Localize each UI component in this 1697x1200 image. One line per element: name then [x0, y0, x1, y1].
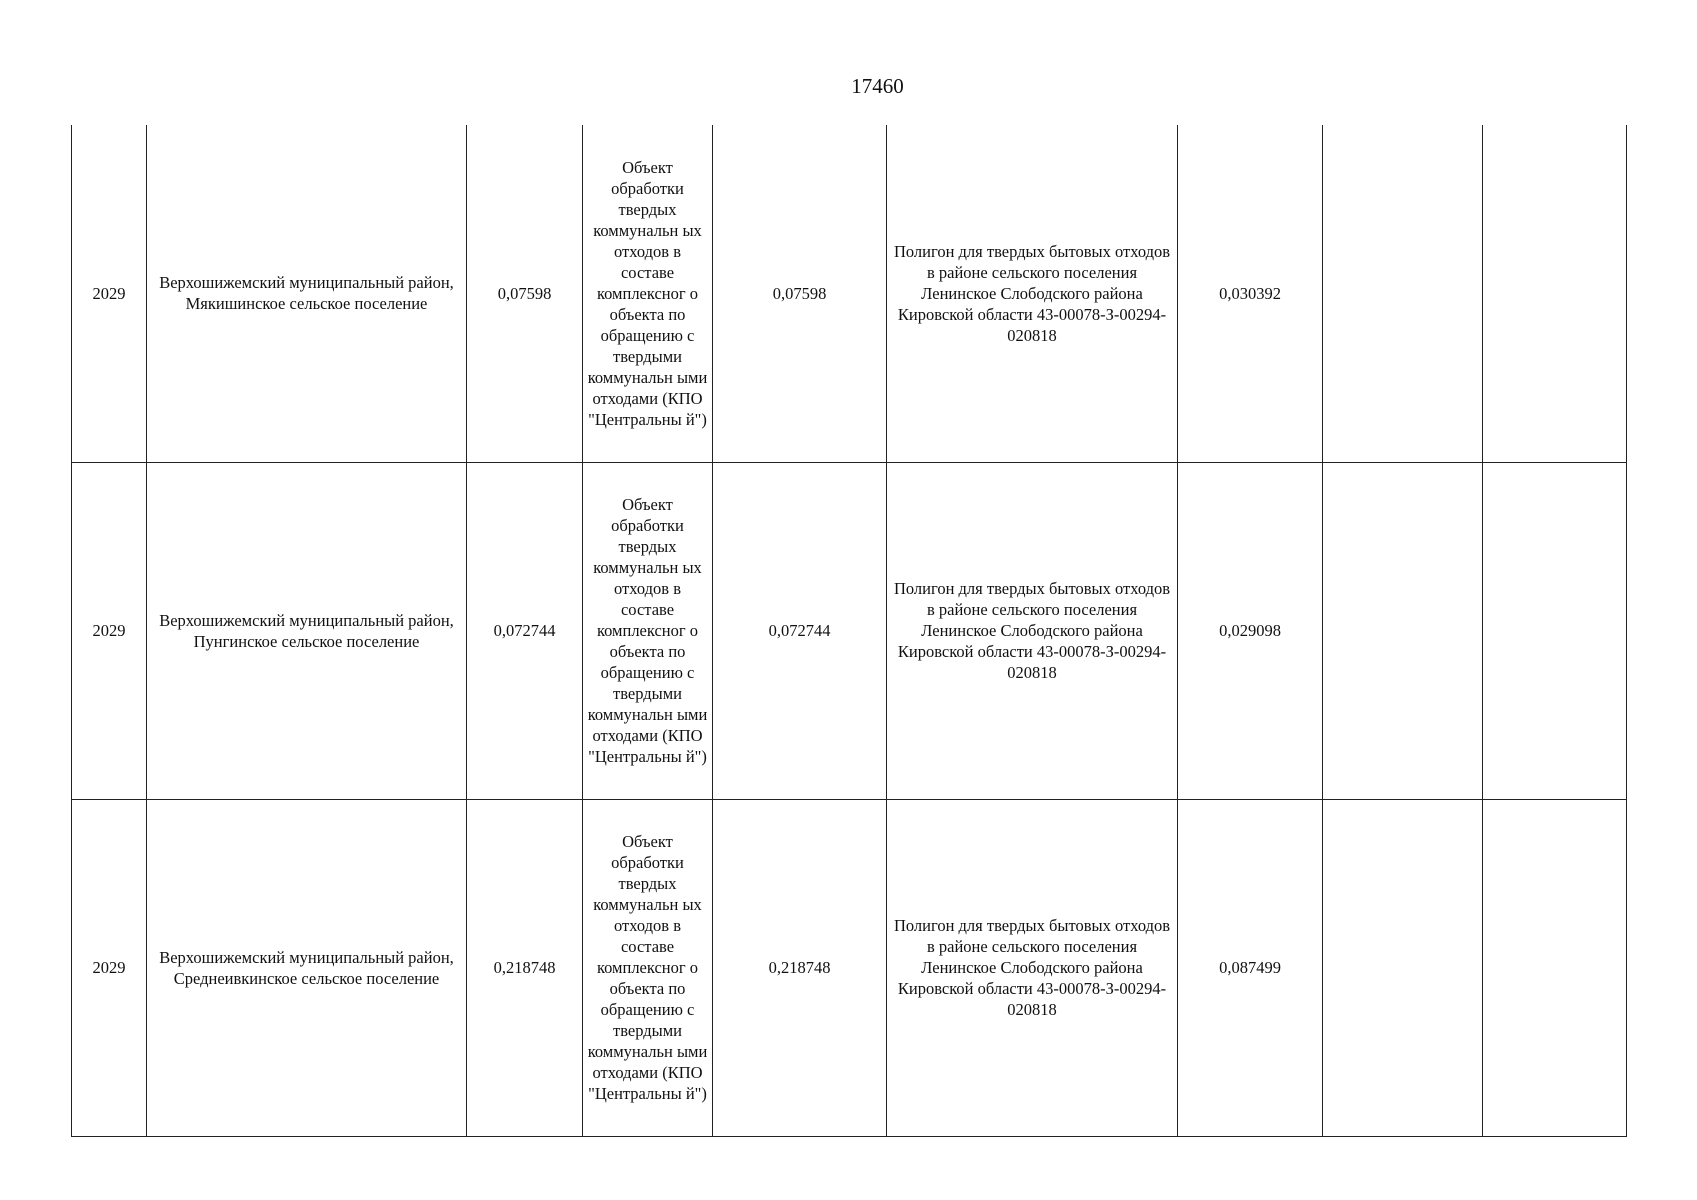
- territory-cell: Верхошижемский муниципальный район, Среднеивкинское сельское поселение: [147, 799, 467, 1136]
- volume-cell: 0,218748: [467, 799, 583, 1136]
- landfill-cell: Полигон для твердых бытовых отходов в районе сельского поселения Ленинское Слободского района Кировской области 43-00078-З-00294-020818: [887, 125, 1178, 462]
- object-volume-cell: 0,072744: [713, 462, 887, 799]
- volume-cell: 0,072744: [467, 462, 583, 799]
- landfill-volume-cell: 0,029098: [1178, 462, 1323, 799]
- landfill-cell: Полигон для твердых бытовых отходов в районе сельского поселения Ленинское Слободского района Кировской области 43-00078-З-00294-020818: [887, 799, 1178, 1136]
- volume-cell: 0,07598: [467, 125, 583, 462]
- page-number: 17460: [851, 74, 904, 98]
- processing-object-cell: Объект обработки твердых коммунальн ых отходов в составе комплексног о объекта по обращению с твердыми коммунальн ыми отходами (КПО "Центральны й"): [583, 462, 713, 799]
- waste-flow-table: [71, 125, 1627, 1137]
- landfill-volume-cell: 0,030392: [1178, 125, 1323, 462]
- processing-object-cell: Объект обработки твердых коммунальн ых отходов в составе комплексног о объекта по обращению с твердыми коммунальн ыми отходами (КПО "Центральны й"): [583, 125, 713, 462]
- landfill-cell: Полигон для твердых бытовых отходов в районе сельского поселения Ленинское Слободского района Кировской области 43-00078-З-00294-020818: [887, 462, 1178, 799]
- empty-cell: [1323, 125, 1483, 462]
- empty-cell: [1323, 462, 1483, 799]
- year-cell: 2029: [72, 799, 147, 1136]
- table-row: [72, 799, 1627, 1136]
- empty-cell: [1483, 125, 1627, 462]
- empty-cell: [1323, 799, 1483, 1136]
- landfill-volume-cell: 0,087499: [1178, 799, 1323, 1136]
- empty-cell: [1483, 462, 1627, 799]
- territory-cell: Верхошижемский муниципальный район, Мякишинское сельское поселение: [147, 125, 467, 462]
- processing-object-cell: Объект обработки твердых коммунальн ых отходов в составе комплексног о объекта по обращению с твердыми коммунальн ыми отходами (КПО "Центральны й"): [583, 799, 713, 1136]
- year-cell: 2029: [72, 125, 147, 462]
- object-volume-cell: 0,218748: [713, 799, 887, 1136]
- territory-cell: Верхошижемский муниципальный район, Пунгинское сельское поселение: [147, 462, 467, 799]
- table-row: [72, 125, 1627, 462]
- object-volume-cell: 0,07598: [713, 125, 887, 462]
- table-row: [72, 462, 1627, 799]
- year-cell: 2029: [72, 462, 147, 799]
- empty-cell: [1483, 799, 1627, 1136]
